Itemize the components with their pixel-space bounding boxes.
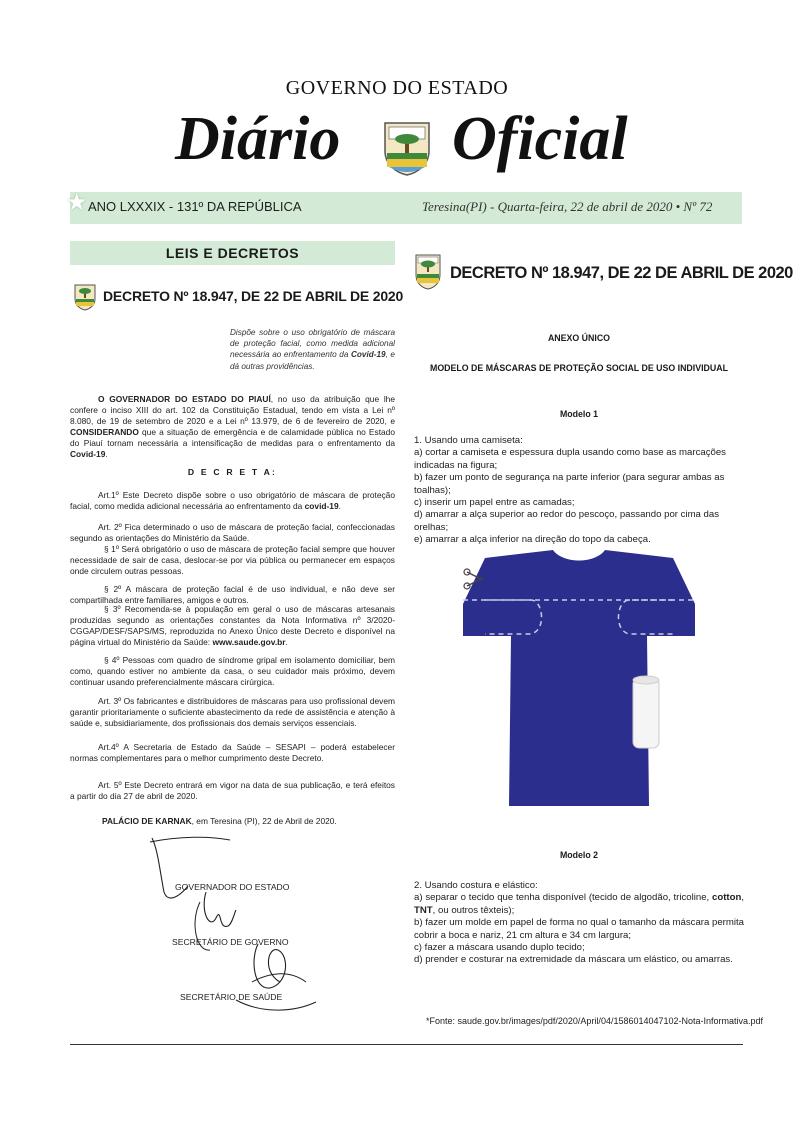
model-2-instructions — [414, 880, 744, 967]
state-seal-icon — [73, 283, 97, 311]
preamble: O GOVERNADOR DO ESTADO DO PIAUÍ, no uso da atribuição que lhe confere o inciso XIII do art. 102 da Constituição Estadual, tendo em vista a Lei nº 8.080, de 19 de setembro de 2020 e a Lei nº 13.979, de 6 de fevereiro de 2020, e CONSIDERANDO que a situação de emergência e de calamidade pública no Estado do Piauí tornam necessária a intensificação de medidas para o enfrentamento da Covid-19. — [70, 394, 395, 460]
list-item: a) separar o tecido que tenha disponível (tecido de algodão, tricoline, cotton, TNT, ou outros têxteis); — [414, 892, 744, 916]
decreta-heading: D E C R E T A: — [187, 467, 278, 477]
signing-place: PALÁCIO DE KARNAK, em Teresina (PI), 22 de Abril de 2020. — [102, 816, 337, 826]
annex-decree-title: DECRETO Nº 18.947, DE 22 DE ABRIL DE 2020 — [450, 264, 793, 282]
source-note: *Fonte: saude.gov.br/images/pdf/2020/April/04/1586014047102-Nota-Informativa.pdf — [426, 1016, 764, 1026]
article-2-paragraph-4: § 4º Pessoas com quadro de síndrome gripal em isolamento domiciliar, bem como, quando estiver no ambiente da casa, o seu cuidador mais próximo, devem continuar usando preferencialmente máscara cirúrgica. — [70, 655, 395, 688]
star-icon: ★ — [66, 189, 88, 216]
list-item: 1. Usando uma camiseta: — [414, 435, 523, 446]
list-item: b) fazer um molde em papel de forma no qual o tamanho da máscara permita cobrir a boca e nariz, 21 cm altura e 34 cm largura; — [414, 917, 744, 941]
model-1-heading: Modelo 1 — [559, 409, 599, 419]
article-4: Art.4º A Secretaria de Estado da Saúde – SESAPI – poderá estabelecer normas complementares para o melhor cumprimento deste Decreto. — [70, 742, 395, 764]
list-item: a) cortar a camiseta e espessura dupla usando como base as marcações indicadas na figura; — [414, 447, 726, 471]
annex-heading: ANEXO ÚNICO — [547, 333, 611, 343]
signature-secretary-government: SECRETÁRIO DE GOVERNO — [172, 937, 289, 947]
article-2-paragraph-1: § 1º Será obrigatório o uso de máscara de proteção facial sempre que houver necessidade de sair de casa, deslocar-se por via pública ou permanecer em espaços onde circulem outras pessoas. — [70, 544, 395, 577]
list-item: c) inserir um papel entre as camadas; — [414, 497, 575, 509]
signature-secretary-health: SECRETÁRIO DE SAÚDE — [180, 992, 283, 1002]
article-2-paragraph-3: § 3º Recomenda-se à população em geral o uso de máscaras artesanais produzidas segundo as orientações constantes da Nota Informativa nº 3/2020-CGGAP/DESF/SAPS/MS, reproduzida no Anexo Único deste Decreto e disponível na página virtual do Ministério da Saúde: www.saude.gov.br. — [70, 604, 395, 648]
list-item: d) prender e costurar na extremidade da máscara um elástico, ou amarras. — [414, 954, 733, 966]
list-item: d) amarrar a alça superior ao redor do pescoço, passando por cima das orelhas; — [414, 509, 720, 533]
state-seal-icon — [414, 253, 442, 291]
article-2: Art. 2º Fica determinado o uso de máscara de proteção facial, confeccionadas segundo as orientações do Ministério da Saúde. — [70, 522, 395, 544]
list-item: c) fazer a máscara usando duplo tecido; — [414, 942, 585, 954]
state-seal-icon — [379, 117, 435, 177]
model-1-instructions — [414, 435, 744, 547]
tshirt-mask-illustration — [463, 550, 695, 812]
decree-title: DECRETO Nº 18.947, DE 22 DE ABRIL DE 2020 — [103, 288, 404, 304]
section-title: LEIS E DECRETOS — [165, 245, 300, 261]
list-item: 2. Usando costura e elástico: — [414, 880, 538, 891]
annex-subheading: MODELO DE MÁSCARAS DE PROTEÇÃO SOCIAL DE USO INDIVIDUAL — [430, 363, 728, 373]
bottom-rule — [70, 1044, 743, 1045]
article-1: Art.1º Este Decreto dispõe sobre o uso obrigatório de máscara de proteção facial, como medida adicional necessária ao enfrentamento da covid-19. — [70, 490, 395, 512]
masthead-title-right: Oficial — [452, 105, 628, 173]
article-3: Art. 3º Os fabricantes e distribuidores de máscaras para uso profissional devem garantir prioritariamente o suficiente abastecimento da rede de assistência e atenção à saúde e, subsidiariamente, dos profissionais dos demais serviços essenciais. — [70, 696, 395, 729]
masthead-government: GOVERNO DO ESTADO — [285, 77, 509, 99]
list-item: b) fazer um ponto de segurança na parte inferior (para segurar ambas as toalhas); — [414, 472, 725, 496]
signature-governor: GOVERNADOR DO ESTADO — [175, 882, 290, 892]
list-item: e) amarrar a alça inferior na direção do topo da cabeça. — [414, 534, 651, 546]
article-5: Art. 5º Este Decreto entrará em vigor na data de sua publicação, e terá efeitos a partir do dia 27 de abril de 2020. — [70, 780, 395, 802]
edition-label: ANO LXXXIX - 131º DA REPÚBLICA — [88, 199, 302, 214]
article-2-paragraph-2: § 2º A máscara de proteção facial é de uso individual, e não deve ser compartilhada entre familiares, amigos e outros. — [70, 584, 395, 606]
masthead-title-left: Diário — [175, 105, 341, 173]
decree-summary: Dispõe sobre o uso obrigatório de máscara de proteção facial, como medida adicional necessária ao enfrentamento da Covid-19, e dá outras providências. — [230, 328, 395, 371]
dateline: Teresina(PI) - Quarta-feira, 22 de abril de 2020 • Nº 72 — [422, 199, 713, 214]
model-2-heading: Modelo 2 — [559, 850, 599, 860]
